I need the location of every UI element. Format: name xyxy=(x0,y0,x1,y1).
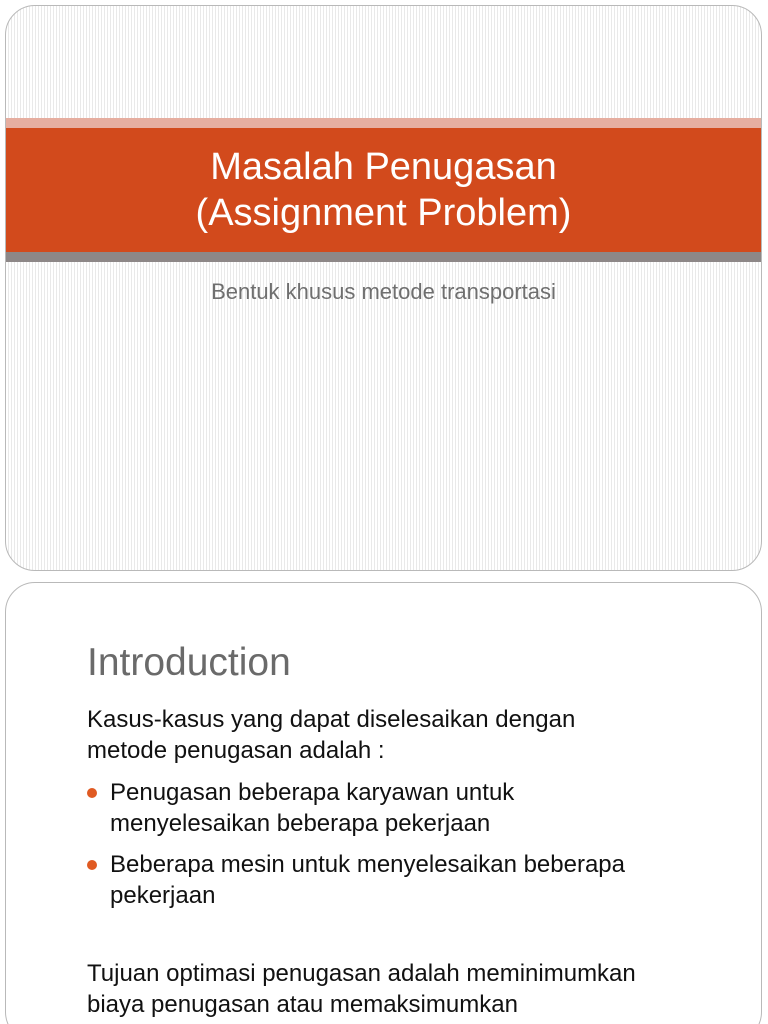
bullet-line: Penugasan beberapa karyawan untuk xyxy=(110,779,515,806)
title-slide xyxy=(5,5,762,571)
intro-line-1: Kasus-kasus yang dapat diselesaikan dengan xyxy=(87,706,576,733)
bullet-line: menyelesaikan beberapa pekerjaan xyxy=(110,810,491,837)
introduction-slide xyxy=(5,582,762,1024)
bullet-dot-icon xyxy=(87,860,97,870)
bullet-item-employees xyxy=(87,777,737,839)
slide-title-line-2: (Assignment Problem) xyxy=(195,192,572,234)
bullet-list xyxy=(87,777,737,921)
intro-line-2: metode penugasan adalah : xyxy=(87,737,385,764)
bullet-item-machines xyxy=(87,849,737,911)
slide-heading: Introduction xyxy=(87,641,291,684)
intro-paragraph xyxy=(87,704,737,766)
title-top-stripe xyxy=(6,118,761,128)
bullet-line: Beberapa mesin untuk menyelesaikan beberapa xyxy=(110,851,626,878)
goal-line-1: Tujuan optimasi penugasan adalah meminimumkan xyxy=(87,960,636,987)
bullet-line: pekerjaan xyxy=(110,882,216,909)
slide-title-line-1: Masalah Penugasan xyxy=(210,146,557,188)
slide-subtitle: Bentuk khusus metode transportasi xyxy=(211,279,556,304)
goal-line-2: biaya penugasan atau memaksimumkan xyxy=(87,991,518,1018)
title-bottom-stripe xyxy=(6,252,761,262)
title-band xyxy=(6,128,761,252)
bullet-dot-icon xyxy=(87,788,97,798)
goal-paragraph xyxy=(87,958,737,1020)
